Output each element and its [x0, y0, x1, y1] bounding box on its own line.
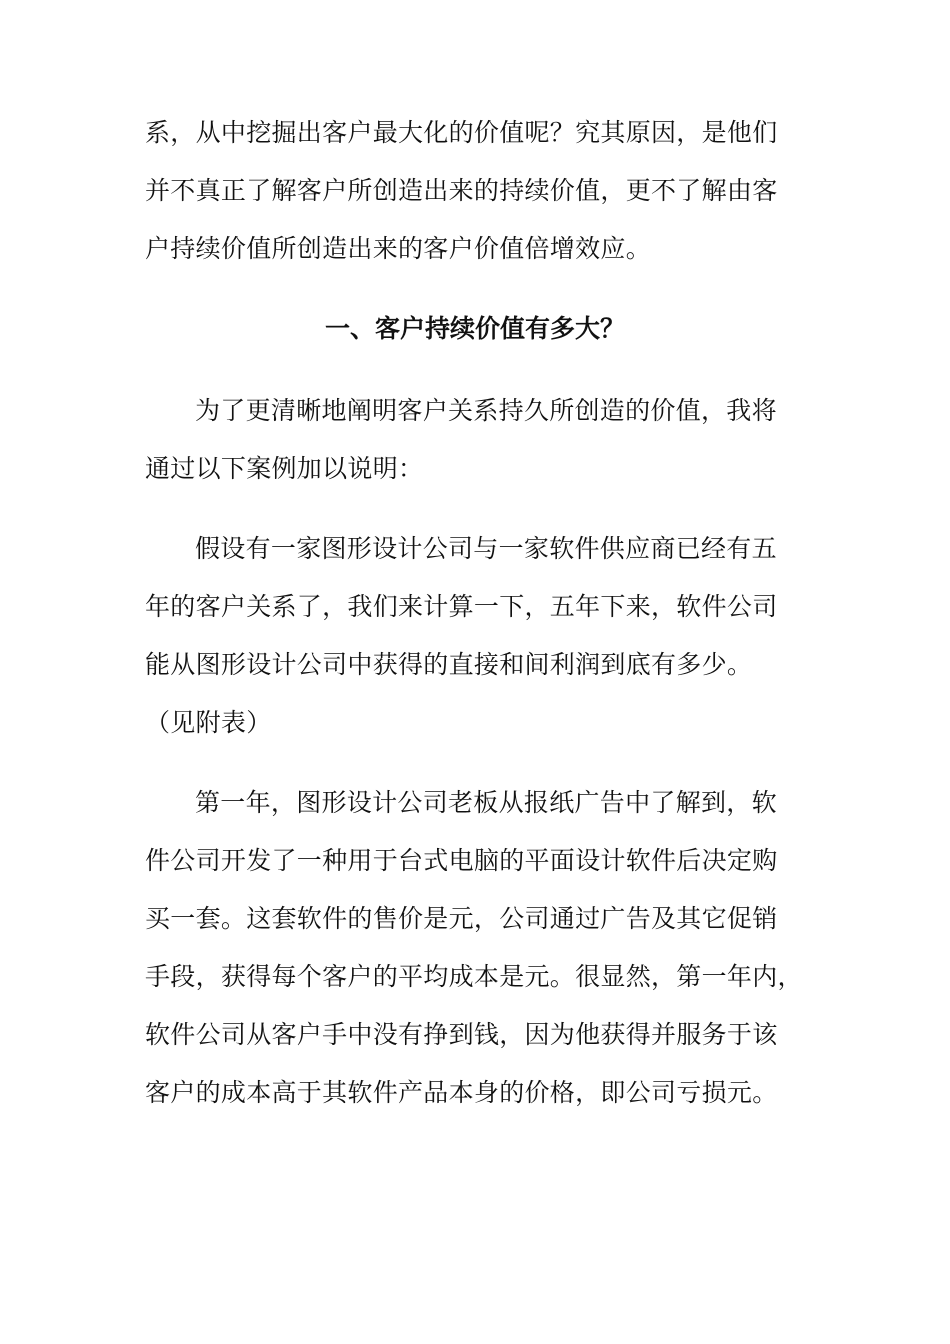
paragraph-4-line-2: 件公司开发了一种用于台式电脑的平面设计软件后决定购 — [145, 846, 778, 875]
section-heading: 一、客户持续价值有多大？ — [324, 314, 625, 343]
paragraph-1-line-2: 并不真正了解客户所创造出来的持续价值，更不了解由客 — [145, 176, 778, 205]
paragraph-1-line-1: 系，从中挖掘出客户最大化的价值呢？究其原因，是他们 — [145, 118, 778, 147]
paragraph-1-line-3: 户持续价值所创造出来的客户价值倍增效应。 — [145, 234, 652, 263]
paragraph-3-line-4: （见附表） — [145, 708, 272, 737]
paragraph-3-line-3: 能从图形设计公司中获得的直接和间利润到底有多少。 — [145, 650, 753, 679]
paragraph-4-line-3: 买一套。这套软件的售价是元，公司通过广告及其它促销 — [145, 904, 778, 933]
paragraph-4-line-1: 第一年，图形设计公司老板从报纸广告中了解到，软 — [195, 788, 777, 817]
paragraph-2-line-2: 通过以下案例加以说明： — [145, 454, 424, 483]
paragraph-4-line-6: 客户的成本高于其软件产品本身的价格，即公司亏损元。 — [145, 1078, 778, 1107]
paragraph-3-line-2: 年的客户关系了，我们来计算一下，五年下来，软件公司 — [145, 592, 778, 621]
paragraph-2-line-1: 为了更清晰地阐明客户关系持久所创造的价值，我将 — [195, 396, 777, 425]
paragraph-4-line-5: 软件公司从客户手中没有挣到钱，因为他获得并服务于该 — [145, 1020, 778, 1049]
paragraph-4-line-4: 手段，获得每个客户的平均成本是元。很显然，第一年内， — [145, 962, 803, 991]
paragraph-3-line-1: 假设有一家图形设计公司与一家软件供应商已经有五 — [195, 534, 777, 563]
